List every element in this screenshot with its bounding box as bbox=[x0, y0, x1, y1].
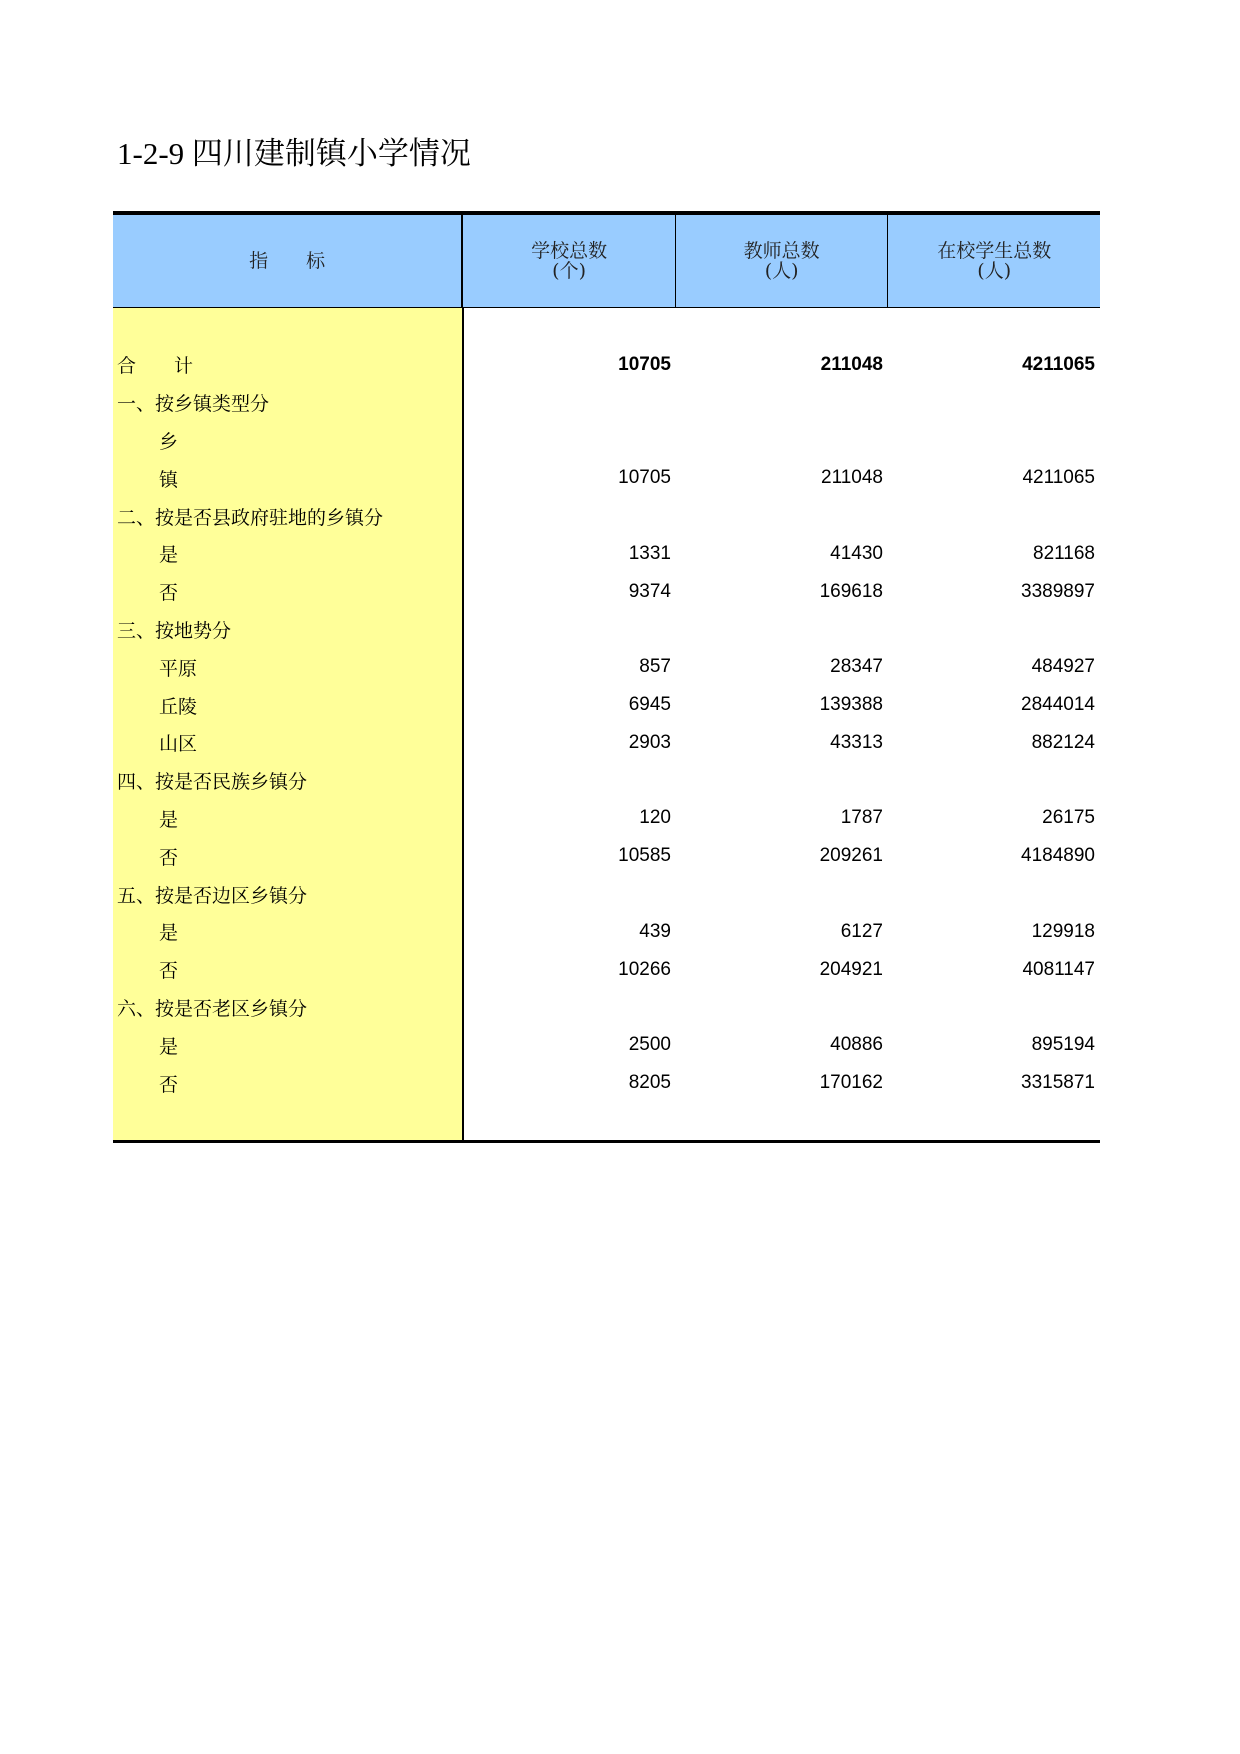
teachers-value: 204921 bbox=[819, 958, 883, 980]
table-row bbox=[113, 762, 1100, 800]
table-row bbox=[113, 837, 1100, 875]
row-label: 否 bbox=[159, 846, 179, 869]
row-label: 山区 bbox=[159, 733, 198, 756]
row-label: 合 计 bbox=[117, 355, 194, 378]
header-schools-unit: (个) bbox=[552, 260, 586, 282]
schools-value: 439 bbox=[639, 920, 671, 942]
table-row bbox=[113, 1026, 1100, 1064]
table-row bbox=[113, 497, 1100, 535]
row-label: 否 bbox=[159, 960, 179, 983]
table-row bbox=[113, 800, 1100, 838]
schools-value: 2903 bbox=[628, 731, 671, 753]
students-value: 129918 bbox=[1031, 920, 1095, 942]
students-value: 3315871 bbox=[1021, 1072, 1095, 1094]
students-value: 4081147 bbox=[1022, 958, 1095, 980]
row-label: 平原 bbox=[159, 657, 198, 680]
table-row bbox=[113, 459, 1100, 497]
schools-value: 10585 bbox=[618, 845, 671, 867]
teachers-value: 211048 bbox=[820, 353, 883, 375]
table-row bbox=[113, 913, 1100, 951]
teachers-value: 28347 bbox=[830, 656, 883, 678]
students-value: 26175 bbox=[1042, 807, 1095, 829]
table-row bbox=[113, 384, 1100, 422]
table-row bbox=[113, 724, 1100, 762]
table-row bbox=[113, 346, 1100, 384]
page-title: 1-2-9 四川建制镇小学情况 bbox=[117, 136, 471, 171]
table-header bbox=[113, 211, 1100, 308]
row-label: 丘陵 bbox=[159, 695, 198, 718]
header-teachers bbox=[676, 215, 889, 307]
students-value: 821168 bbox=[1033, 542, 1095, 564]
teachers-value: 6127 bbox=[840, 920, 883, 942]
teachers-value: 170162 bbox=[819, 1072, 883, 1094]
header-teachers-unit: (人) bbox=[764, 260, 799, 282]
row-label: 一、按乡镇类型分 bbox=[117, 393, 270, 416]
schools-value: 6945 bbox=[628, 694, 671, 716]
table-row bbox=[113, 686, 1100, 724]
schools-value: 857 bbox=[639, 656, 671, 678]
schools-value: 1331 bbox=[628, 542, 671, 564]
schools-value: 2500 bbox=[628, 1034, 671, 1056]
schools-value: 10266 bbox=[618, 958, 671, 980]
header-schools-label: 学校总数 bbox=[531, 240, 608, 262]
row-label: 是 bbox=[159, 922, 179, 945]
schools-value: 8205 bbox=[628, 1072, 671, 1094]
teachers-value: 40886 bbox=[830, 1034, 883, 1056]
schools-value: 10705 bbox=[618, 353, 671, 375]
table-row bbox=[113, 648, 1100, 686]
row-label: 否 bbox=[159, 582, 179, 605]
teachers-value: 41430 bbox=[830, 542, 883, 564]
students-value: 4211065 bbox=[1022, 467, 1095, 489]
row-label: 是 bbox=[159, 1035, 179, 1058]
teachers-value: 1787 bbox=[840, 807, 883, 829]
row-label: 二、按是否县政府驻地的乡镇分 bbox=[117, 506, 384, 529]
teachers-value: 209261 bbox=[819, 845, 883, 867]
row-label: 否 bbox=[159, 1073, 179, 1096]
table-row bbox=[113, 422, 1100, 460]
teachers-value: 211048 bbox=[821, 467, 883, 489]
row-label: 六、按是否老区乡镇分 bbox=[117, 997, 308, 1020]
students-value: 895194 bbox=[1031, 1034, 1095, 1056]
header-schools bbox=[463, 215, 676, 307]
teachers-value: 169618 bbox=[819, 580, 883, 602]
table-row bbox=[113, 1064, 1100, 1102]
schools-value: 120 bbox=[639, 807, 671, 829]
table-row bbox=[113, 951, 1100, 989]
students-value: 484927 bbox=[1031, 656, 1095, 678]
table-row bbox=[113, 875, 1100, 913]
header-indicator: 指 标 bbox=[113, 215, 463, 307]
students-value: 3389897 bbox=[1021, 580, 1095, 602]
students-value: 4184890 bbox=[1021, 845, 1095, 867]
row-label: 五、按是否边区乡镇分 bbox=[117, 884, 308, 907]
header-students bbox=[888, 215, 1100, 307]
table-row bbox=[113, 989, 1100, 1027]
header-students-unit: (人) bbox=[977, 260, 1012, 282]
students-value: 882124 bbox=[1031, 731, 1095, 753]
table-row bbox=[113, 611, 1100, 649]
row-label: 是 bbox=[159, 808, 179, 831]
students-value: 2844014 bbox=[1021, 694, 1095, 716]
row-label: 镇 bbox=[159, 468, 179, 491]
table-row bbox=[113, 573, 1100, 611]
row-label: 乡 bbox=[159, 430, 179, 453]
schools-value: 10705 bbox=[618, 467, 671, 489]
row-label: 四、按是否民族乡镇分 bbox=[117, 771, 308, 794]
teachers-value: 43313 bbox=[830, 731, 883, 753]
students-value: 4211065 bbox=[1022, 353, 1095, 375]
teachers-value: 139388 bbox=[819, 694, 883, 716]
header-students-label: 在校学生总数 bbox=[937, 240, 1052, 262]
row-label: 是 bbox=[159, 544, 179, 567]
row-label: 三、按地势分 bbox=[117, 619, 232, 642]
table-row bbox=[113, 535, 1100, 573]
table-body bbox=[113, 308, 1100, 1143]
schools-value: 9374 bbox=[628, 580, 671, 602]
data-table bbox=[113, 211, 1100, 1143]
header-teachers-label: 教师总数 bbox=[743, 240, 820, 262]
